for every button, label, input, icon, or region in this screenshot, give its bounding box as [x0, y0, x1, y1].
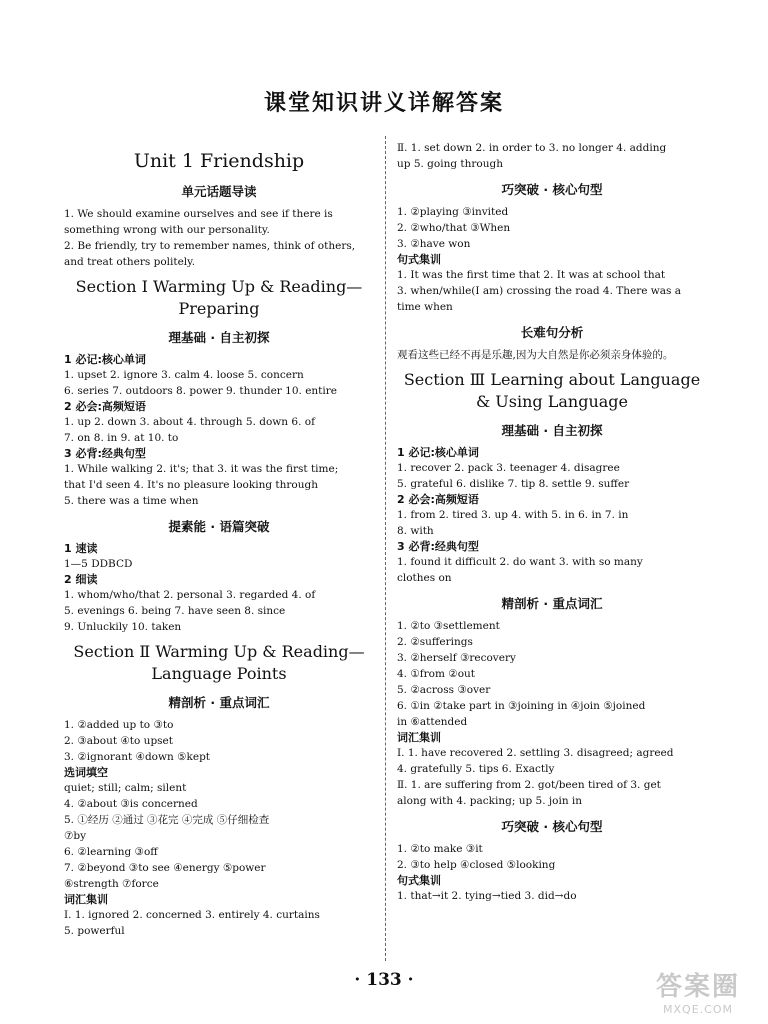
subheading: 词汇集训 — [397, 731, 441, 744]
answer-line: 1. ②to make ③it — [397, 843, 483, 855]
answer-line: 9. Unluckily 10. taken — [64, 621, 182, 633]
answer-line: Ⅰ. 1. ignored 2. concerned 3. entirely 4. curtains — [64, 909, 320, 921]
answer-line: ⑦by — [64, 830, 87, 842]
paragraph: 观看这些已经不再是乐趣,因为大自然是你必须亲身体验的。 — [397, 349, 674, 361]
watermark-logo — [638, 966, 758, 1016]
watermark-sub: MXQE.COM — [663, 1003, 733, 1016]
answer-line: 1. up 2. down 3. about 4. through 5. down 6. of — [64, 416, 315, 428]
subheading: 3 必背:经典句型 — [64, 447, 146, 460]
answer-line: Ⅱ. 1. are suffering from 2. got/been tired of 3. get — [397, 779, 661, 791]
answer-line: 3. when/while(I am) crossing the road 4. There was a — [397, 285, 682, 297]
subheading: 选词填空 — [64, 766, 108, 779]
right-column — [397, 140, 707, 904]
answer-line: 1. recover 2. pack 3. teenager 4. disagree — [397, 462, 620, 474]
answer-line: 5. evenings 6. being 7. have seen 8. since — [64, 605, 286, 617]
answer-line: clothes on — [397, 572, 452, 584]
answer-line: time when — [397, 301, 453, 313]
subheading: 1 速读 — [64, 542, 98, 555]
answer-line: 2. ②sufferings — [397, 636, 473, 648]
answer-line: 1. While walking 2. it's; that 3. it was the first time; — [64, 463, 339, 475]
section-heading: 巧突破 · 核心句型 — [501, 182, 603, 197]
answer-line: 5. grateful 6. dislike 7. tip 8. settle 9. suffer — [397, 478, 630, 490]
section-title: Section Ⅲ Learning about Language & Using Language — [403, 370, 701, 411]
answer-line: 1. found it difficult 2. do want 3. with so many — [397, 556, 643, 568]
answer-line: 1—5 DDBCD — [64, 558, 133, 570]
subheading: 1 必记:核心单词 — [397, 446, 479, 459]
unit-title: Unit 1 Friendship — [133, 150, 305, 172]
answer-line: along with 4. packing; up 5. join in — [397, 795, 583, 807]
answer-line: 1. that→it 2. tying→tied 3. did→do — [397, 890, 577, 902]
subheading: 2 必会:高频短语 — [64, 400, 146, 413]
section-heading: 单元话题导读 — [181, 184, 257, 199]
section-title: Section Ⅱ Warming Up & Reading—Language Points — [73, 642, 365, 683]
section-title: Section Ⅰ Warming Up & Reading—Preparing — [75, 277, 363, 318]
column-divider — [385, 136, 386, 961]
subheading: 2 必会:高频短语 — [397, 493, 479, 506]
watermark-main: 答案圈 — [655, 972, 740, 1002]
answer-line: 5. there was a time when — [64, 495, 199, 507]
section-heading: 理基础 · 自主初探 — [501, 423, 603, 438]
answer-line: 1. ②added up to ③to — [64, 719, 174, 731]
answer-line: 3. ②herself ③recovery — [397, 652, 516, 664]
subheading: 句式集训 — [397, 253, 441, 266]
subheading: 3 必背:经典句型 — [397, 540, 479, 553]
answer-line: 3. ②have won — [397, 238, 471, 250]
answer-line: 2. ③to help ④closed ⑤looking — [397, 859, 556, 871]
answer-line: quiet; still; calm; silent — [64, 782, 187, 794]
answer-line: up 5. going through — [397, 158, 503, 170]
answer-line: 8. with — [397, 525, 434, 537]
answer-line: 1. whom/who/that 2. personal 3. regarded 4. of — [64, 589, 316, 601]
answer-line: 1. ②to ③settlement — [397, 620, 500, 632]
paragraph: 1. We should examine ourselves and see if there is something wrong with our personality. — [64, 208, 333, 236]
paragraph: 2. Be friendly, try to remember names, think of others, and treat others politely. — [64, 240, 356, 268]
page-title: 课堂知识讲义详解答案 — [263, 91, 504, 116]
answer-line: 2. ②who/that ③When — [397, 222, 511, 234]
answer-line: 6. series 7. outdoors 8. power 9. thunder 10. entire — [64, 385, 337, 397]
answer-line: 3. ②ignorant ④down ⑤kept — [64, 751, 211, 763]
answer-line: 1. upset 2. ignore 3. calm 4. loose 5. concern — [64, 369, 304, 381]
answer-line: 5. ①经历 ②通过 ③花完 ④完成 ⑤仔细检查 — [64, 814, 270, 826]
section-heading: 提素能 · 语篇突破 — [168, 519, 270, 534]
answer-line: in ⑥attended — [397, 716, 468, 728]
left-column — [64, 140, 374, 939]
answer-line: Ⅰ. 1. have recovered 2. settling 3. disagreed; agreed — [397, 747, 674, 759]
answer-line: ⑥strength ⑦force — [64, 878, 159, 890]
answer-line: that I'd seen 4. It's no pleasure looking through — [64, 479, 318, 491]
subheading: 词汇集训 — [64, 893, 108, 906]
answer-line: 1. It was the first time that 2. It was at school that — [397, 269, 666, 281]
answer-line: 7. ②beyond ③to see ④energy ⑤power — [64, 862, 266, 874]
section-heading: 巧突破 · 核心句型 — [501, 819, 603, 834]
answer-line: 6. ①in ②take part in ③joining in ④join ⑤joined — [397, 700, 646, 712]
subheading: 2 细读 — [64, 573, 98, 586]
answer-line: 4. ①from ②out — [397, 668, 476, 680]
section-heading: 理基础 · 自主初探 — [168, 330, 270, 345]
section-heading: 长难句分析 — [520, 325, 584, 340]
answer-line: 4. gratefully 5. tips 6. Exactly — [397, 763, 555, 775]
section-heading: 精剖析 · 重点词汇 — [501, 596, 603, 611]
answer-line: 2. ③about ④to upset — [64, 735, 173, 747]
section-heading: 精剖析 · 重点词汇 — [168, 695, 270, 710]
answer-line: 1. ②playing ③invited — [397, 206, 509, 218]
answer-line: 1. from 2. tired 3. up 4. with 5. in 6. in 7. in — [397, 509, 629, 521]
answer-line: 5. powerful — [64, 925, 125, 937]
answer-line: 7. on 8. in 9. at 10. to — [64, 432, 179, 444]
answer-line: 5. ②across ③over — [397, 684, 491, 696]
answer-line: 4. ②about ③is concerned — [64, 798, 198, 810]
subheading: 句式集训 — [397, 874, 441, 887]
page-number: · 133 · — [354, 970, 414, 990]
answer-line: 6. ②learning ③off — [64, 846, 158, 858]
answer-line: Ⅱ. 1. set down 2. in order to 3. no longer 4. adding — [397, 142, 667, 154]
subheading: 1 必记:核心单词 — [64, 353, 146, 366]
